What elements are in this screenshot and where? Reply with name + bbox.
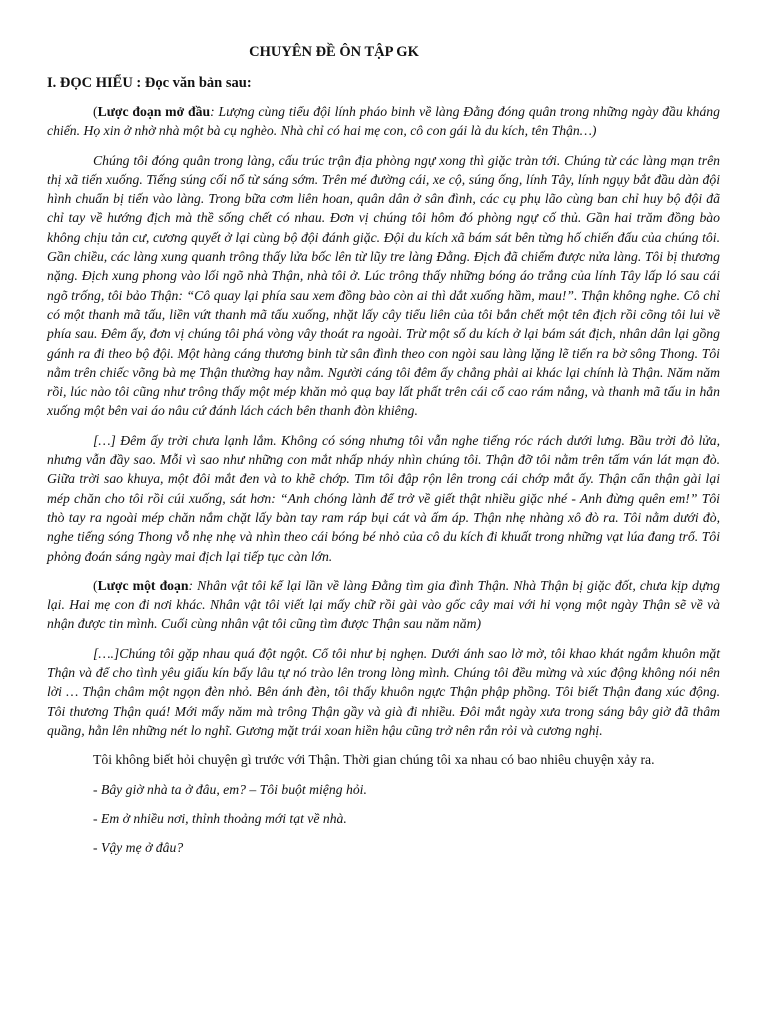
passage-paragraph-2: […] Đêm ấy trời chưa lạnh lắm. Không có sóng nhưng tôi vẫn nghe tiếng róc rách dưới lưng. Bầu trời đỏ lửa, nhưng vẫn đầy sao. Mỗi vì sao như những con mắt nhấp nháy nhìn chúng tôi. Thận đỡ tôi nằm trên tấm ván lát mạn đò. Giữa trời sao khuya, một đôi mắt đen và to khẽ chớp. Tim tôi đập rộn lên trong cái chớp mắt ấy. Thận cẩn thận gài lại mép chăn cho tôi rồi cúi xuống, sát hơn: “Anh chóng lành để trở về giết thật nhiều giặc nhé - Anh đừng quên em!” Tôi thò tay ra ngoài mép chăn nắm chặt lấy bàn tay ram ráp bụi cát và ấm áp. Thận nhẹ nhàng xô đò ra. Tôi nằm dưới đò, nghe tiếng sóng Thong vỗ nhẹ nhẹ và nhìn theo cái bóng bé nhỏ của cô du kích đi khuất trong những vạt lúa đang trổ. Tôi phỏng đoán sáng ngày mai địch lại tiếp tục càn lớn. xyxy=(47,432,720,564)
document-title: CHUYÊN ĐỀ ÔN TẬP GK xyxy=(249,44,419,60)
passage-paragraph-4: Tôi không biết hỏi chuyện gì trước với Thận. Thời gian chúng tôi xa nhau có bao nhiêu chuyện xảy ra. xyxy=(93,752,655,768)
passage-paragraph-1: Chúng tôi đóng quân trong làng, cấu trúc trận địa phòng ngự xong thì giặc tràn tới. Chúng từ các làng mạn trên thị xã tiến xuống. Tiếng súng cối nổ từ sáng sớm. Trên mé đường cái, xe cộ, súng ống, lính Tây, lính ngụy bắt đầu dàn đội hình chuẩn bị tiến vào làng. Trong bữa cơm liên hoan, quân dân ở sân đình, các cụ phụ lão cùng ban chỉ huy bộ đội đã chỉ tay về hướng địch mà thề sống chết có nhau. Đơn vị chúng tôi hôm đó phòng ngự cố thủ. Gần hai trăm đồng bào không chịu tản cư, cương quyết ở lại cùng bộ đội đánh giặc. Đội du kích xã bám sát bên từng hố chiến đấu của chúng tôi. Gần chiều, các làng xung quanh trông thấy lửa bốc lên từ lũy tre làng Đằng. Địch đã chiếm được nửa làng. Tôi bị thương nặng. Địch xung phong vào lối ngõ nhà Thận, nhà tôi ở. Lúc trông thấy những bóng áo trắng của lính Tây lấp ló sau cái ngõ trống, tôi bảo Thận: “Cô quay lại phía sau xem đồng bào còn ai thì dắt xuống hầm, mau!”. Thận không nghe. Cô chỉ có một thanh mã tấu, liền vứt thanh mã tấu xuống, nhặt lấy cây tiểu liên của tôi bắn chết một tên địch rồi cõng tôi lui về phía sau. Đêm ấy, đơn vị chúng tôi phá vòng vây thoát ra ngoài. Trừ một số du kích ở lại bám sát địch, nhân dân lại gồng gánh ra đi theo bộ đội. Một hàng cáng thương binh từ sân đình theo con ngòi sau làng lặng lẽ tiến ra bờ sông Thong. Tôi nằm trên chiếc võng bà mẹ Thận thường hay nằm. Người cáng tôi đêm ấy chẳng phải ai khác lại chính là Thận. Năm năm rồi, lúc nào tôi cũng như trông thấy một mép khăn mỏ quạ bay lất phất trên cái cổ cao rám nắng, và thanh mã tấu in hẳn xuống một bên vai áo nâu cứ đánh lách cách bên thanh đòn khiêng. xyxy=(47,152,720,419)
dialog-line: - Bây giờ nhà ta ở đâu, em? – Tôi buột miệng hỏi. xyxy=(93,781,367,797)
dialog-line: - Vậy mẹ ở đâu? xyxy=(93,840,184,856)
reading-passage xyxy=(47,102,720,867)
passage-paragraph-3: [….]Chúng tôi gặp nhau quá đột ngột. Cổ tôi như bị nghẹn. Dưới ánh sao lờ mờ, tôi khao khát ngắm khuôn mặt Thận và để cho tình yêu giấu kín bấy lâu tự nó trào lên trong lòng mình. Chúng tôi đều mừng và xúc động không nói nên lời … Thận châm một ngọn đèn nhỏ. Bên ánh đèn, tôi thấy khuôn ngực Thận phập phồng. Tôi biết Thận đang xúc động. Tôi thương Thận quá! Mới mấy năm mà trông Thận gầy và già đi nhiều. Đôi mắt ngày xưa trong sáng bây giờ đã thâm quầng, hằn lên những nét lo nghĩ. Gương mặt trái xoan hiền hậu cũng trở nên rắn rỏi và cương nghị. xyxy=(47,645,720,738)
dialog-line: - Em ở nhiều nơi, thỉnh thoảng mới tạt về nhà. xyxy=(93,810,347,826)
section-heading: I. ĐỌC HIỂU : Đọc văn bản sau: xyxy=(47,75,252,91)
intro-note-summary: (Lược một đoạn: Nhân vật tôi kể lại lần về làng Đằng tìm gia đình Thận. Nhà Thận bị giặc đốt, chưa kịp dựng lại. Hai mẹ con đi nơi khác. Nhân vật tôi viết lại mấy chữ rồi gài vào gốc cây mai với hi vọng một ngày Thận sẽ về và nhận được tin mình. Cuối cùng nhân vật tôi cũng tìm được Thận sau năm năm) xyxy=(47,577,721,632)
intro-note-opening: (Lược đoạn mở đầu: Lượng cùng tiểu đội lính pháo binh về làng Đằng đóng quân trong những ngày đầu kháng chiến. Họ xin ở nhờ nhà một bà cụ nghèo. Nhà chỉ có hai mẹ con, cô con gái là du kích, tên Thận…) xyxy=(47,104,720,139)
